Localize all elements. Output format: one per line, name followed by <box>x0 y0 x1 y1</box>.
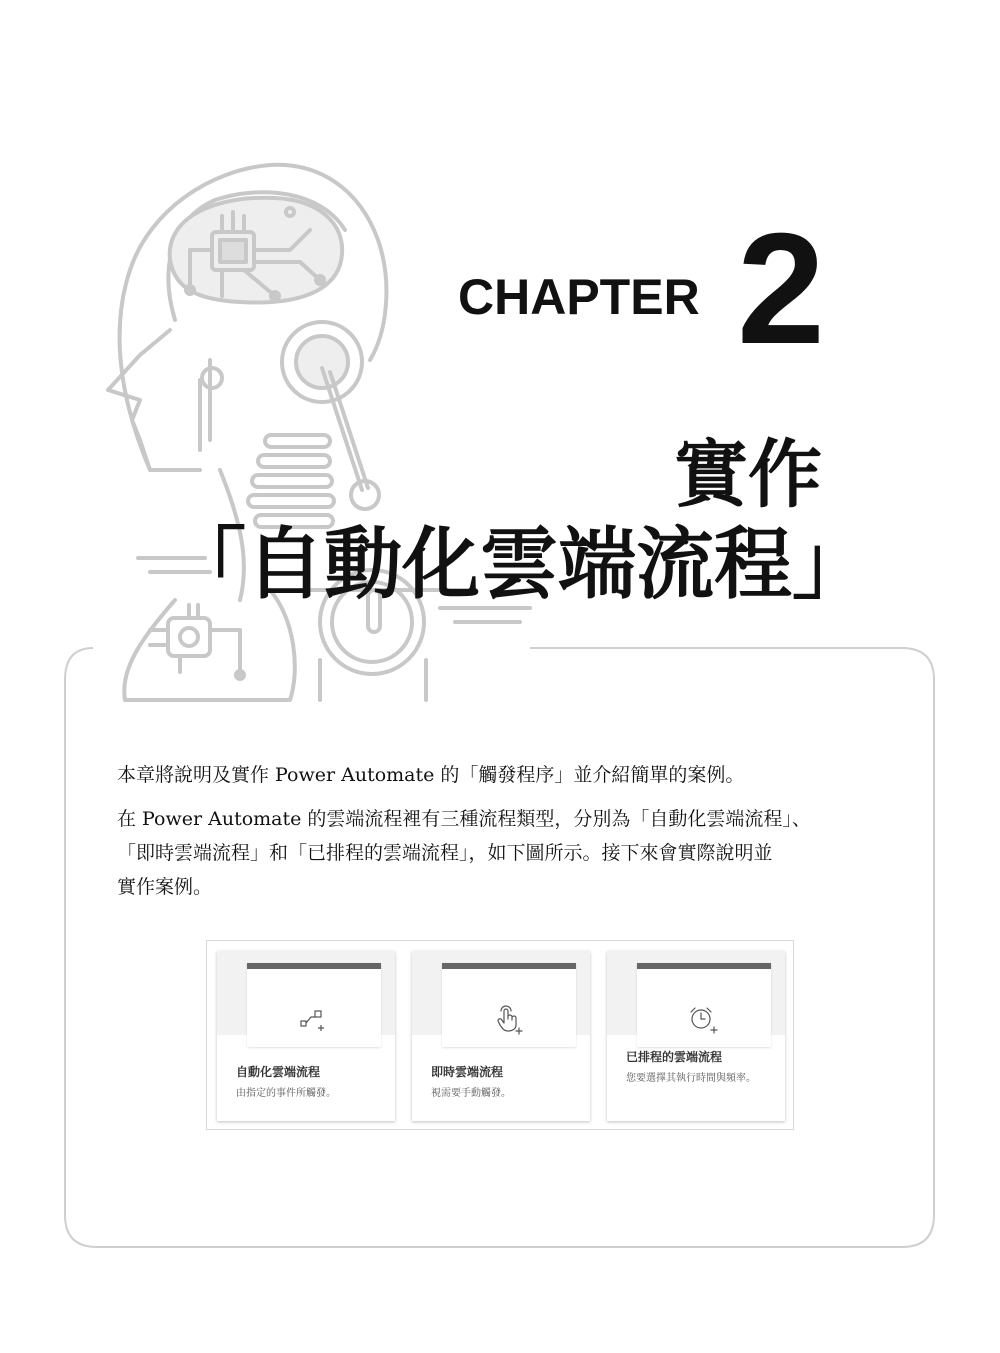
flow-connector-icon <box>247 995 381 1035</box>
chapter-label: CHAPTER <box>458 269 700 325</box>
intro-paragraph-2-line-1: 在 Power Automate 的雲端流程裡有三種流程類型，分別為「自動化雲端流程」、 <box>117 808 811 830</box>
flow-type-description: 由指定的事件所觸發。 <box>236 1088 336 1099</box>
intro-paragraph-2-line-2: 「即時雲端流程」和「已排程的雲端流程」，如下圖所示。接下來會實際說明並 <box>117 842 773 864</box>
flow-type-card-automated[interactable] <box>217 951 395 1121</box>
flow-type-description: 視需要手動觸發。 <box>431 1088 511 1099</box>
flow-type-name: 自動化雲端流程 <box>236 1065 321 1079</box>
card-thumbnail <box>607 951 785 1035</box>
intro-text <box>117 758 897 914</box>
flow-type-name: 已排程的雲端流程 <box>626 1050 723 1064</box>
flow-type-card-instant[interactable] <box>412 951 590 1121</box>
intro-paragraph-1: 本章將說明及實作 Power Automate 的「觸發程序」並介紹簡單的案例。 <box>117 764 745 786</box>
intro-paragraph-2-line-3: 實作案例。 <box>117 876 213 898</box>
chapter-title-line2: 「自動化雲端流程」 <box>168 519 871 610</box>
flow-types-figure <box>206 940 794 1130</box>
flow-type-name: 即時雲端流程 <box>431 1065 504 1079</box>
alarm-clock-icon <box>637 995 771 1035</box>
card-thumbnail <box>412 951 590 1035</box>
chapter-title-line1: 實作 <box>674 432 822 518</box>
flow-type-description: 您要選擇其執行時間與頻率。 <box>626 1073 756 1084</box>
card-thumbnail <box>217 951 395 1035</box>
flow-type-card-scheduled[interactable] <box>607 951 785 1121</box>
hand-pointer-icon <box>442 995 576 1035</box>
chapter-number: 2 <box>737 201 825 377</box>
intro-paragraph-2 <box>117 802 897 904</box>
